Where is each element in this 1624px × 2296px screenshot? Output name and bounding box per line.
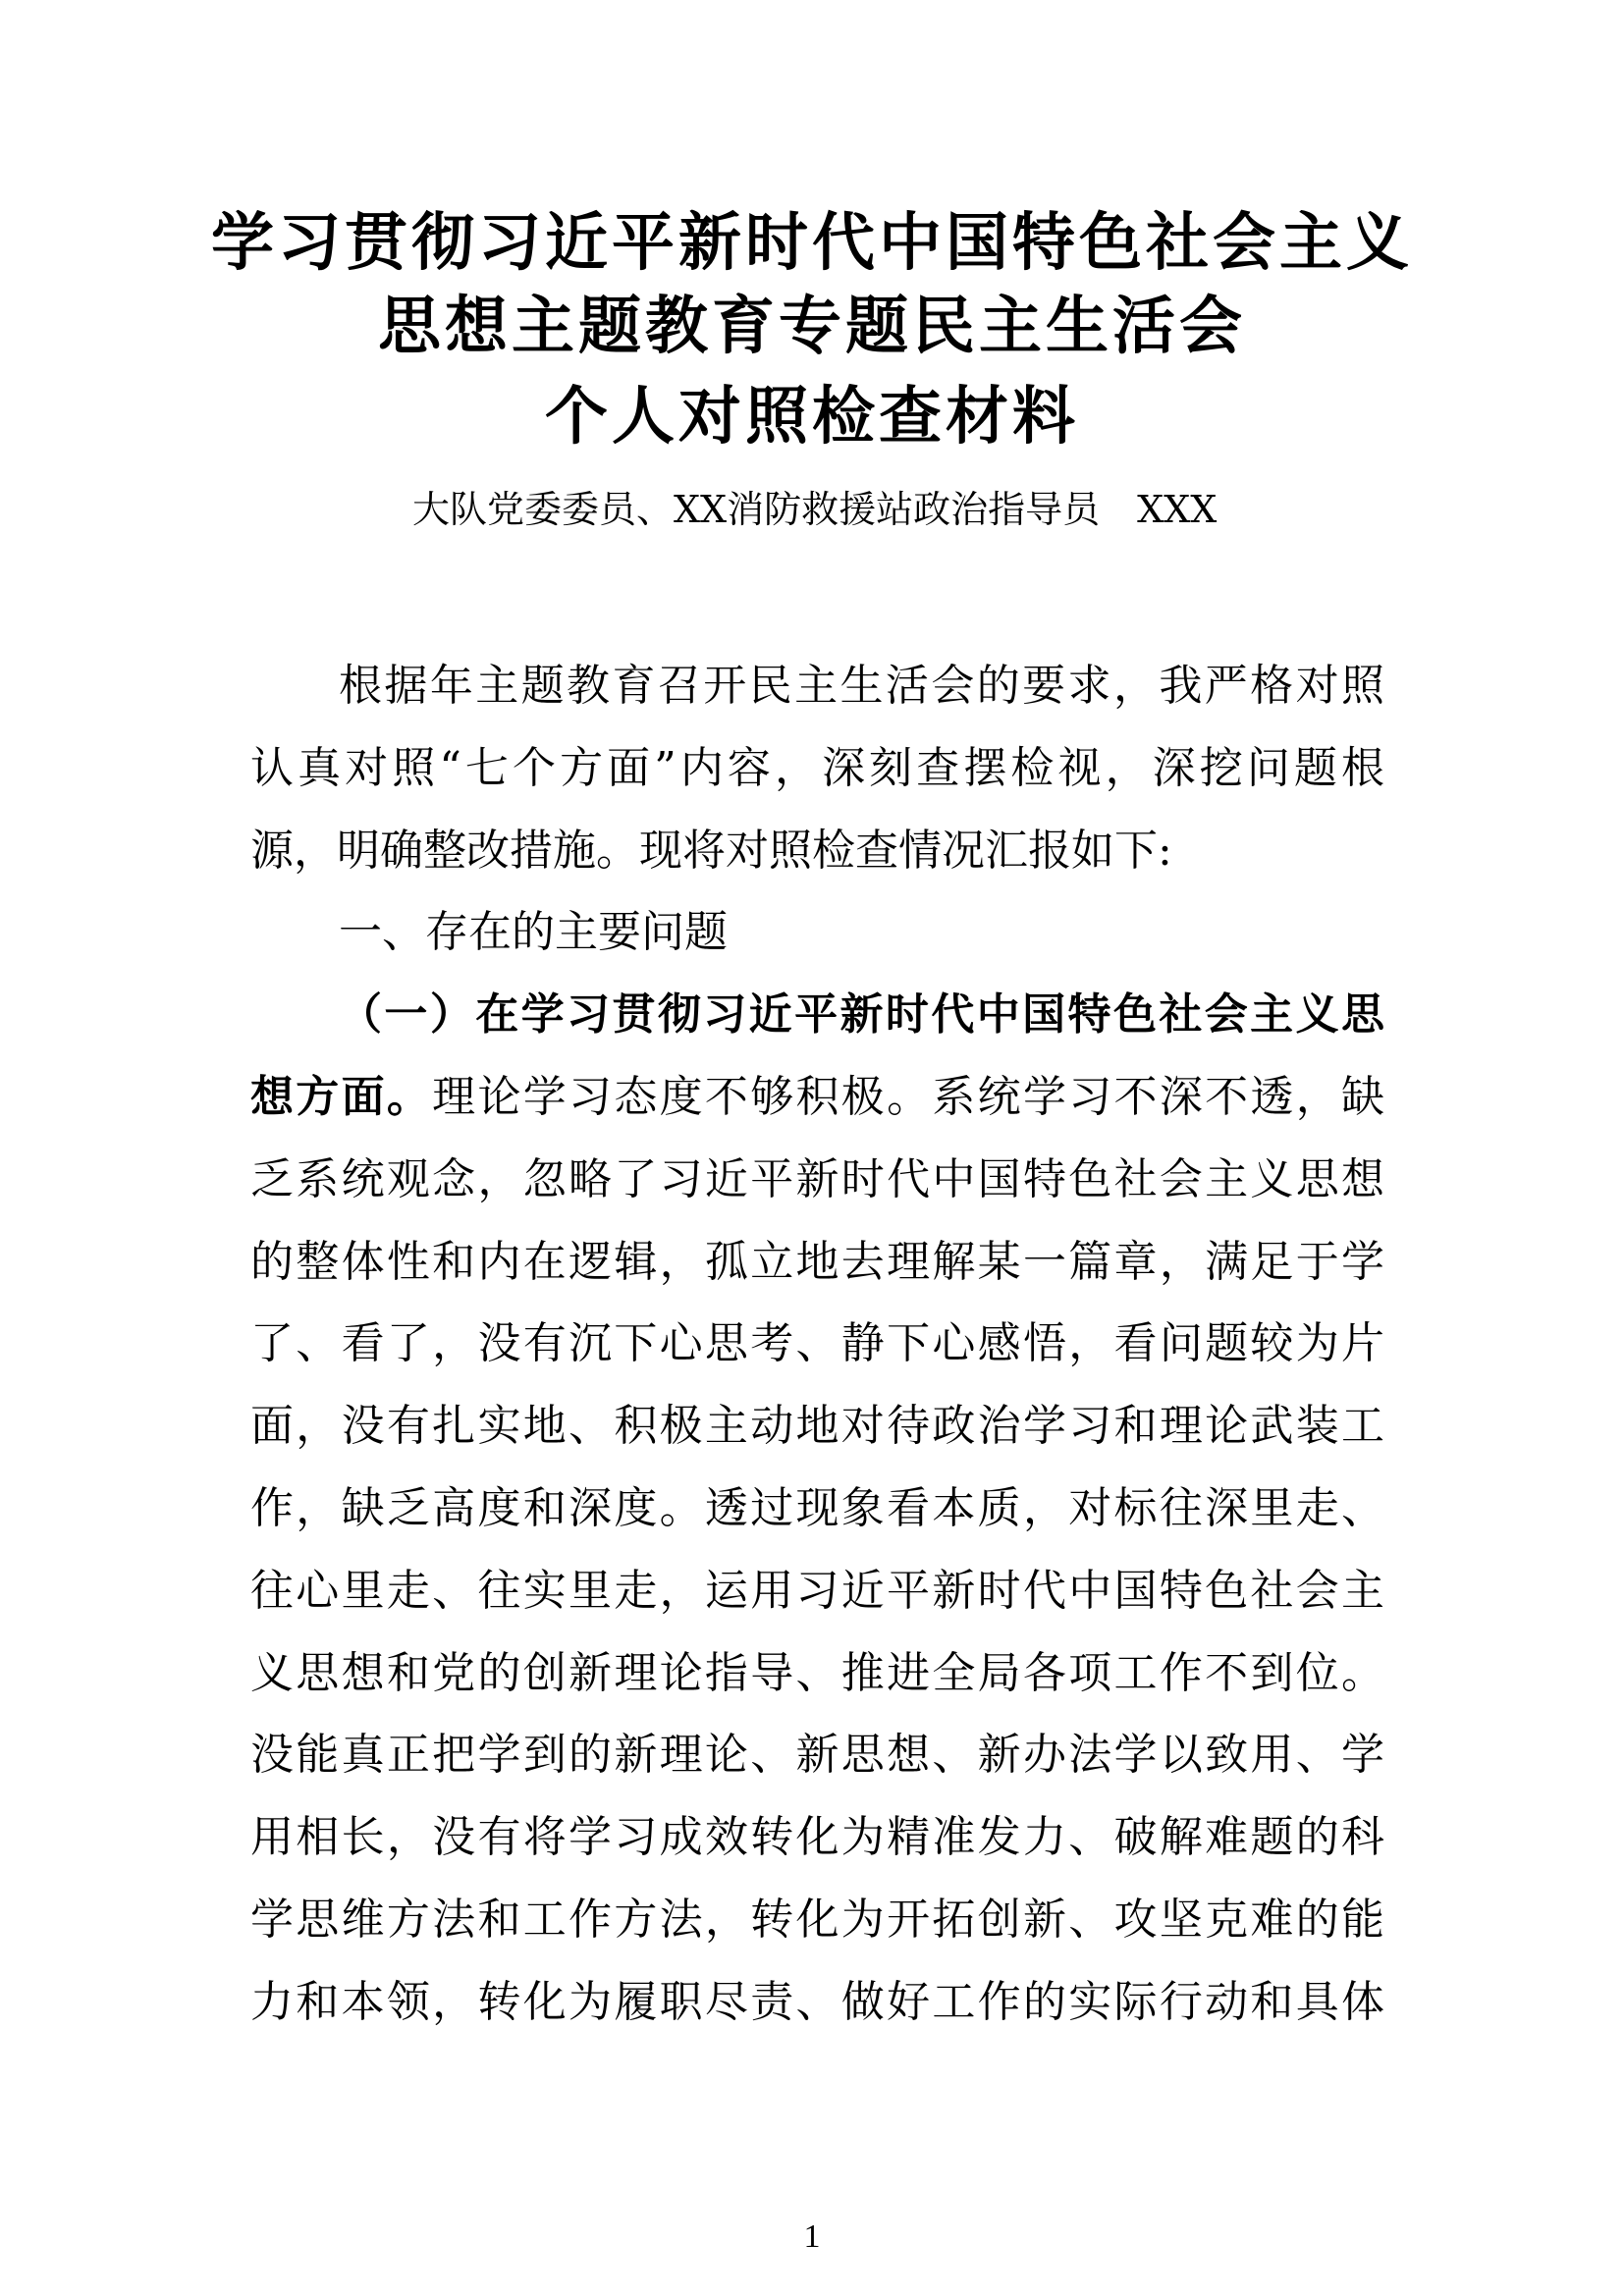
paragraph-line: 的整体性和内在逻辑，孤立地去理解某一篇章，满足于学	[250, 1236, 1384, 1287]
section-heading: 一、存在的主要问题	[339, 907, 728, 958]
paragraph-line: 义思想和党的创新理论指导、推进全局各项工作不到位。	[250, 1647, 1384, 1698]
paragraph-line: 用相长，没有将学习成效转化为精准发力、破解难题的科	[250, 1812, 1384, 1863]
paragraph-text: 理论学习态度不够积极。系统学习不深不透，缺	[432, 1071, 1385, 1122]
document-title-line-1: 学习贯彻习近平新时代中国特色社会主义	[211, 206, 1413, 280]
paragraph-line: 了、看了，没有沉下心思考、静下心感悟，看问题较为片	[250, 1318, 1384, 1369]
subsection-heading-end: 想方面。	[250, 1071, 433, 1122]
paragraph-line: 往心里走、往实里走，运用习近平新时代中国特色社会主	[250, 1565, 1384, 1616]
document-title-line-3: 个人对照检查材料	[545, 380, 1079, 454]
page-number: 1	[803, 2218, 821, 2255]
paragraph-line: 认真对照“七个方面”内容，深刻查摆检视，深挖问题根	[250, 742, 1384, 793]
author-line: 大队党委委员、XX消防救援站政治指导员 XXX	[412, 488, 1218, 531]
paragraph-line	[250, 1056, 1384, 1139]
paragraph-line: 力和本领，转化为履职尽责、做好工作的实际行动和具体	[250, 1976, 1384, 2027]
paragraph-line: 乏系统观念，忽略了习近平新时代中国特色社会主义思想	[250, 1153, 1384, 1204]
paragraph-line: 源，明确整改措施。现将对照检查情况汇报如下:	[250, 825, 1172, 876]
paragraph-line: 根据年主题教育召开民主生活会的要求，我严格对照	[339, 661, 1384, 711]
document-body	[250, 645, 1384, 2044]
paragraph-line: 作，缺乏高度和深度。透过现象看本质，对标往深里走、	[250, 1482, 1384, 1533]
subsection-heading: （一）在学习贯彻习近平新时代中国特色社会主义思	[339, 989, 1384, 1041]
paragraph-line: 面，没有扎实地、积极主动地对待政治学习和理论武装工	[250, 1401, 1384, 1452]
paragraph-line: 学思维方法和工作方法，转化为开拓创新、攻坚克难的能	[250, 1894, 1384, 1945]
paragraph-line: 没能真正把学到的新理论、新思想、新办法学以致用、学	[250, 1730, 1384, 1781]
document-title-line-2: 思想主题教育专题民主生活会	[378, 290, 1246, 363]
